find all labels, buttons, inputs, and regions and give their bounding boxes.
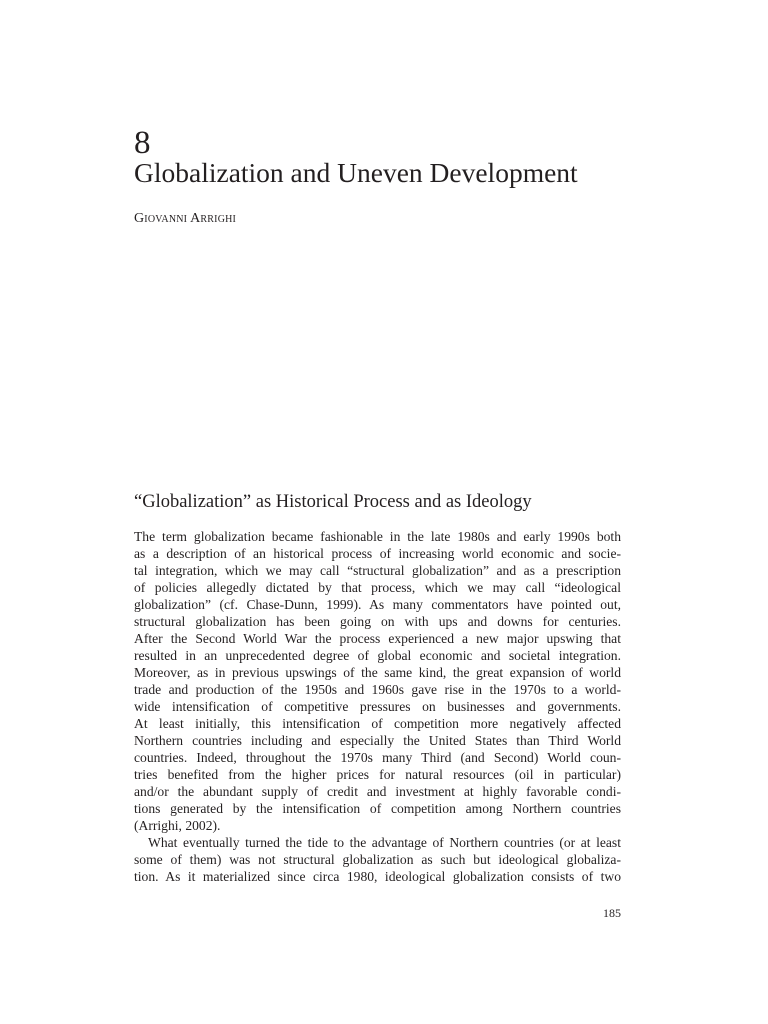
text-line: (Arrighi, 2002). [134, 818, 221, 833]
chapter-author: Giovanni Arrighi [134, 211, 237, 226]
paragraph-2 [134, 834, 621, 885]
text-line: What eventually turned the tide to the advantage of Northern countries (or at least [148, 835, 621, 850]
text-line: After the Second World War the process experienced a new major upswing that [134, 631, 621, 646]
body-text [134, 528, 621, 885]
text-line: Northern countries including and especially the United States than Third World [134, 733, 621, 748]
text-line: tal integration, which we may call “structural globalization” and as a prescription [134, 563, 621, 578]
chapter-title: Globalization and Uneven Development [134, 157, 578, 188]
text-line: countries. Indeed, throughout the 1970s many Third (and Second) World coun- [134, 750, 621, 765]
text-line: wide intensification of competitive pressures on businesses and governments. [134, 699, 621, 714]
page-number: 185 [603, 906, 621, 920]
paragraph-1 [134, 528, 621, 834]
text-line: resulted in an unprecedented degree of global economic and societal integration. [134, 648, 621, 663]
text-line: At least initially, this intensification of competition more negatively affected [134, 716, 621, 731]
text-line: of policies allegedly dictated by that process, which we may call “ideological [134, 580, 621, 595]
text-line: tions generated by the intensification of competition among Northern countries [134, 801, 621, 816]
text-line: as a description of an historical process of increasing world economic and socie- [134, 546, 621, 561]
text-line: The term globalization became fashionable in the late 1980s and early 1990s both [134, 529, 621, 544]
section-heading: “Globalization” as Historical Process and as Ideology [134, 492, 532, 512]
text-line: Moreover, as in previous upswings of the same kind, the great expansion of world [134, 665, 621, 680]
text-line: tion. As it materialized since circa 1980, ideological globalization consists of two [134, 869, 621, 884]
text-line: and/or the abundant supply of credit and investment at highly favorable condi- [134, 784, 621, 799]
text-line: structural globalization has been going on with ups and downs for centuries. [134, 614, 621, 629]
text-line: globalization” (cf. Chase-Dunn, 1999). As many commentators have pointed out, [134, 597, 621, 612]
chapter-number: 8 [134, 125, 151, 161]
text-line: trade and production of the 1950s and 1960s gave rise in the 1970s to a world- [134, 682, 621, 697]
text-line: tries benefited from the higher prices for natural resources (oil in particular) [134, 767, 621, 782]
text-line: some of them) was not structural globalization as such but ideological globaliza- [134, 852, 621, 867]
